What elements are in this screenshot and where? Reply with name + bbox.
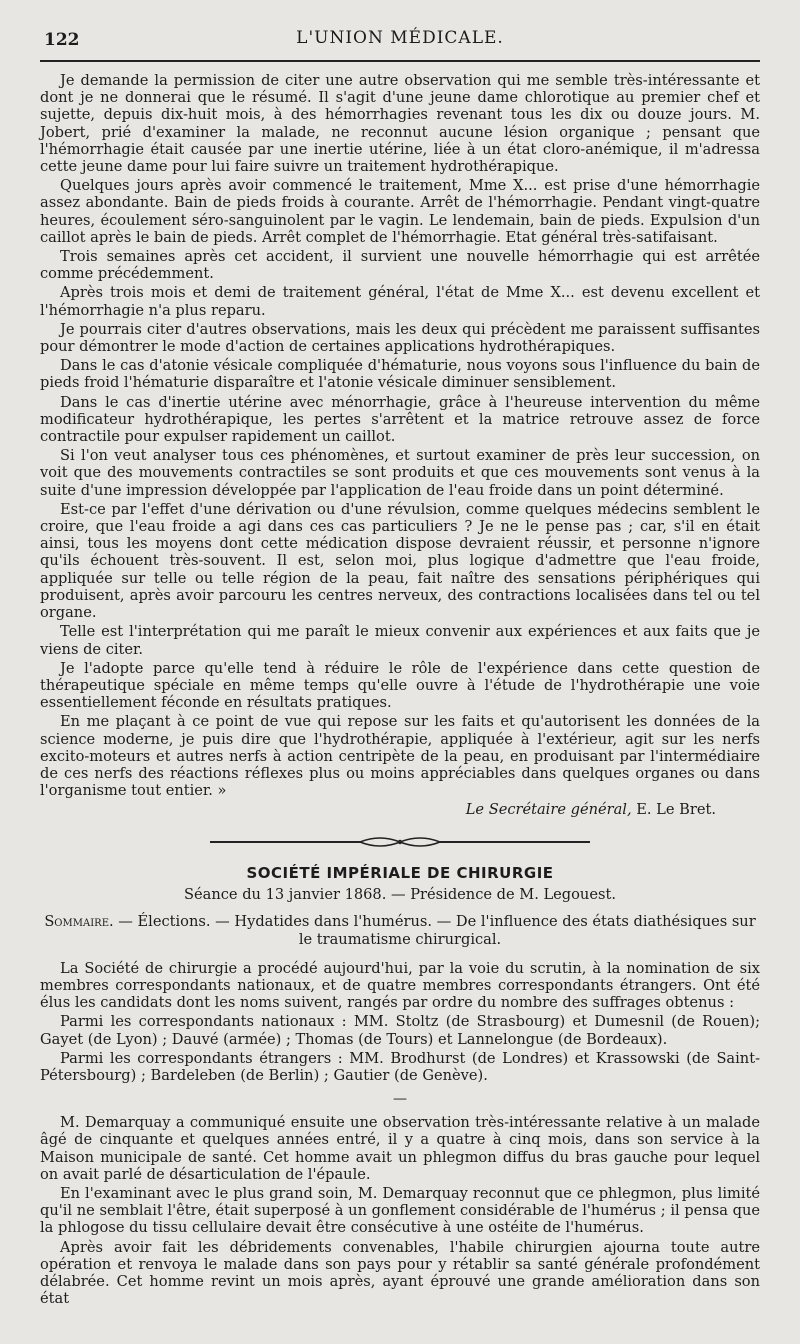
paragraph: M. Demarquay a communiqué ensuite une observation très-intéressante relative à un malade âgé de cinquante et quelques années entré, il y a quatre à cinq mois, dans son service à la Maison municipale de santé. Cet homme avait un phlegmon diffus du bras gauche pour lequel on avait parlé de désarticulation de l'épaule. bbox=[40, 1114, 760, 1183]
signature bbox=[40, 801, 716, 818]
page-header bbox=[40, 26, 760, 56]
paragraph: Trois semaines après cet accident, il survient une nouvelle hémorrhagie qui est arrêtée comme précédemment. bbox=[40, 248, 760, 283]
paragraph: Parmi les correspondants nationaux : MM. Stoltz (de Strasbourg) et Dumesnil (de Rouen); Gayet (de Lyon) ; Dauvé (armée) ; Thomas (de Tours) et Lannelongue (de Bordeaux). bbox=[40, 1013, 760, 1048]
paragraph: Je demande la permission de citer une autre observation qui me semble très-intéressante et dont je ne donnerai que le résumé. Il s'agit d'une jeune dame chlorotique au premier chef et sujette, depuis dix-huit mois, à des hémorrhagies revenant tous les dix ou douze jours. M. Jobert, prié d'examiner la malade, ne reconnut aucune lésion organique ; pensant que l'hémorrhagie était causée par une inertie utérine, liée à un état cloro-anémique, il m'adressa cette jeune dame pour lui faire suivre un traitement hydrothérapique. bbox=[40, 72, 760, 176]
page-number: 122 bbox=[44, 30, 80, 50]
society-title: SOCIÉTÉ IMPÉRIALE DE CHIRURGIE bbox=[246, 864, 554, 883]
paragraph: Quelques jours après avoir commencé le traitement, Mme X... est prise d'une hémorrhagie assez abondante. Bain de pieds froids à courante. Arrêt de l'hémorrhagie. Pendant vingt-quatre heures, écoulement séro-sanguinolent par le vagin. Le lendemain, bain de pieds. Expulsion d'un caillot après le bain de pieds. Arrêt complet de l'hémorrhagie. Etat général très-satifaisant. bbox=[40, 177, 760, 246]
paragraph: Je pourrais citer d'autres observations, mais les deux qui précèdent me paraissent suffisantes pour démontrer le mode d'action de certaines applications hydrothérapiques. bbox=[40, 320, 760, 356]
ornamental-divider bbox=[210, 834, 590, 850]
summary bbox=[40, 913, 760, 947]
signature-name: E. Le Bret. bbox=[636, 801, 716, 819]
paragraph: Parmi les correspondants étrangers : MM. Brodhurst (de Londres) et Krassowski (de Saint-Pétersbourg) ; Bardeleben (de Berlin) ; Gautier (de Genève). bbox=[40, 1049, 760, 1084]
paragraph: Je l'adopte parce qu'elle tend à réduire le rôle de l'expérience dans cette question de thérapeutique spéciale en même temps qu'elle ouvre à l'étude de l'hydrothérapie une voie essentiellement féconde en résultats pratiques. bbox=[40, 659, 760, 712]
paragraph: En me plaçant à ce point de vue qui repose sur les faits et qu'autorisent les données de la science moderne, je puis dire que l'hydrothérapie, appliquée à l'extérieur, agit sur les nerfs excito-moteurs et autres nerfs à action centripète de la peau, en produisant par l'intermédiaire de ces nerfs des réactions réflexes plus ou moins appréciables dans quelques organes ou dans l'organisme tout entier. » bbox=[40, 713, 760, 800]
paragraph: Si l'on veut analyser tous ces phénomènes, et surtout examiner de près leur succession, on voit que des mouvements contractiles se sont produits et que ces mouvements sont venus à la suite d'une impression développée par l'application de l'eau froide dans un point déterminé. bbox=[40, 447, 760, 499]
paragraph: Dans le cas d'atonie vésicale compliquée d'hématurie, nous voyons sous l'influence du bain de pieds froid l'hématurie disparaître et l'atonie vésicale diminuer sensiblement. bbox=[40, 357, 760, 392]
header-rule bbox=[40, 60, 760, 62]
summary-text: — Élections. — Hydatides dans l'humérus. — De l'influence des états diathésiques sur le traumatisme chirurgical. bbox=[113, 913, 756, 948]
paragraph: Telle est l'interprétation qui me paraît le mieux convenir aux expériences et aux faits que je viens de citer. bbox=[40, 623, 760, 658]
paragraph: La Société de chirurgie a procédé aujourd'hui, par la voie du scrutin, à la nomination de six membres correspondants nationaux, et de quatre membres correspondants étrangers. Ont été élus les candidats dont les noms suivent, rangés par ordre du nombre des suffrages obtenus : bbox=[40, 959, 760, 1012]
paragraph: En l'examinant avec le plus grand soin, M. Demarquay reconnut que ce phlegmon, plus limité qu'il ne semblait l'être, était superposé à un gonflement considérable de l'humérus ; il pensa que la phlogose du tissu cellulaire devait être consécutive à une ostéite de l'humérus. bbox=[40, 1184, 760, 1237]
society-body bbox=[40, 960, 760, 1084]
section-separator: — bbox=[393, 1091, 407, 1108]
signature-role: Le Secrétaire général, bbox=[465, 801, 632, 819]
article-body bbox=[40, 72, 760, 799]
session-line: Séance du 13 janvier 1868. — Présidence de M. Legouest. bbox=[184, 886, 616, 904]
paragraph: Après avoir fait les débridements convenables, l'habile chirurgien ajourna toute autre opération et renvoya le malade dans son pays pour y rétablir sa santé générale profondément délabrée. Cet homme revint un mois après, ayant éprouvé une grande amélioration dans son état bbox=[40, 1238, 760, 1308]
summary-label: Sommaire. bbox=[44, 913, 114, 931]
running-title: L'UNION MÉDICALE. bbox=[296, 28, 504, 48]
paragraph: Est-ce par l'effet d'une dérivation ou d'une révulsion, comme quelques médecins semblent le croire, que l'eau froide a agi dans ces cas particuliers ? Je ne le pense pas ; car, s'il en était ainsi, tous les moyens dont cette médication dispose devraient réussir, et personne n'ignore qu'ils échouent très-souvent. Il est, selon moi, plus logique d'admettre que l'eau froide, appliquée sur telle ou telle région de la peau, fait naître des sensations périphériques qui produisent, après avoir parcouru les centres nerveux, des contractions localisées dans tel ou tel organe. bbox=[40, 500, 760, 622]
paragraph: Dans le cas d'inertie utérine avec ménorrhagie, grâce à l'heureuse intervention du même modificateur hydrothérapique, les pertes s'arrêtent et la matrice retrouve assez de force contractile pour expulser rapidement un caillot. bbox=[40, 393, 760, 446]
society-body-continued bbox=[40, 1114, 760, 1307]
paragraph: Après trois mois et demi de traitement général, l'état de Mme X... est devenu excellent et l'hémorrhagie n'a plus reparu. bbox=[40, 284, 760, 319]
